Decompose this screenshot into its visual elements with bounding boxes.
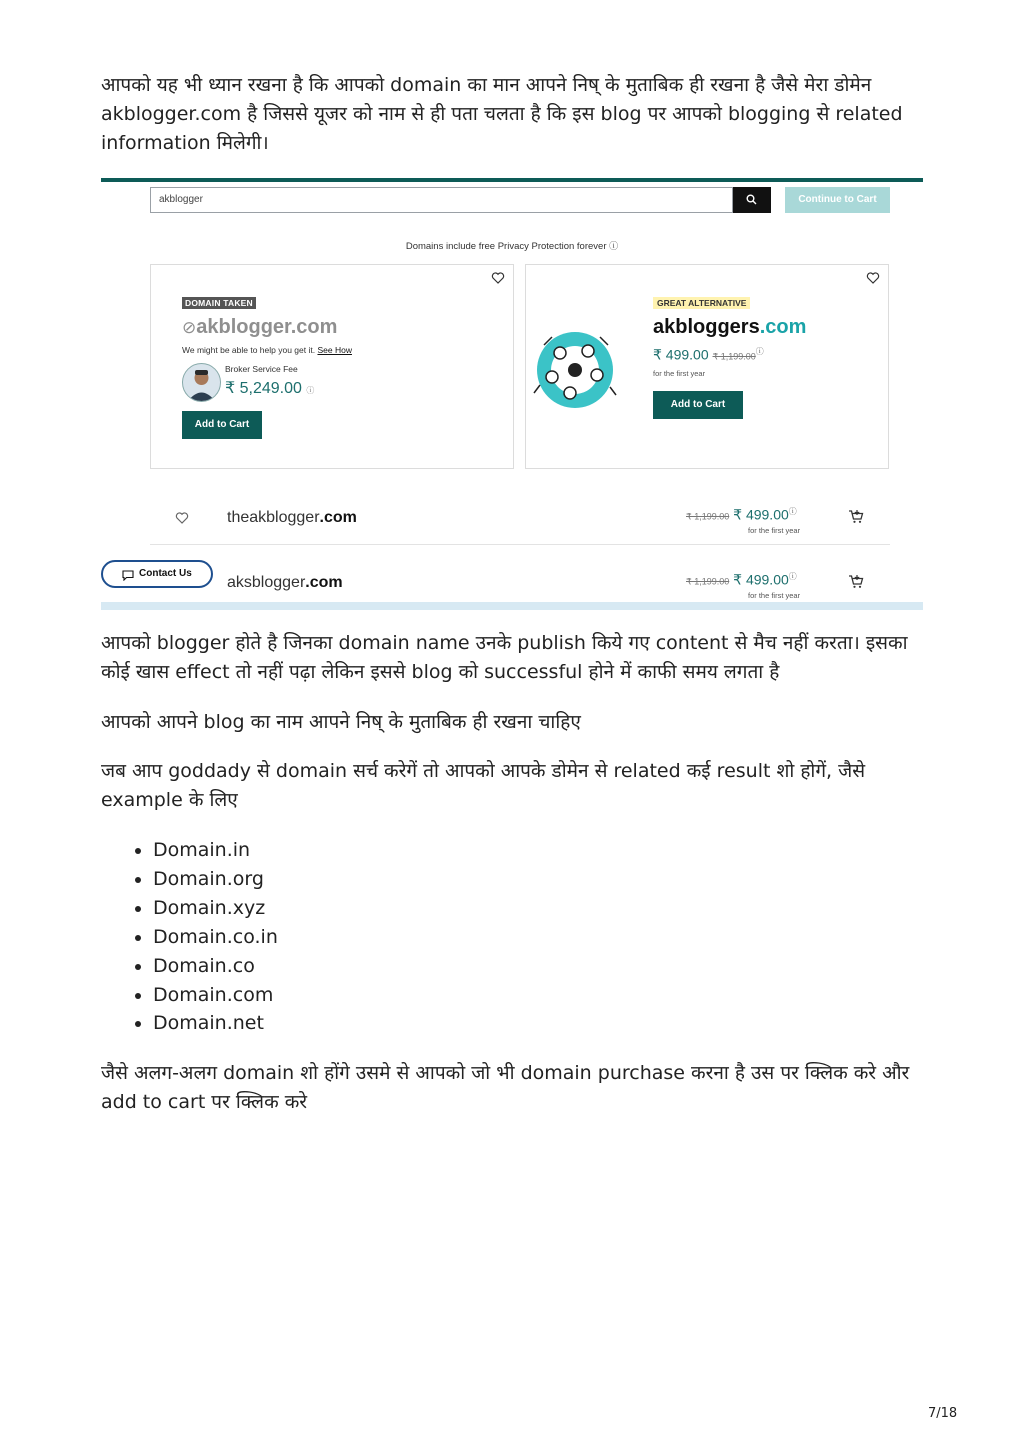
page-number: 7/18 — [928, 1406, 958, 1421]
privacy-note — [101, 239, 923, 252]
taken-note — [182, 345, 352, 355]
taken-domain-text: akblogger.com — [196, 316, 338, 338]
people-illustration — [530, 325, 620, 415]
contact-us-button[interactable] — [101, 560, 213, 588]
purchase-instruction-paragraph: जैसे अलग-अलग domain शो होंगे उसमे से आपको जो भी domain purchase करना है उस पर क्लिक करे और add to cart पर क्लिक करे — [101, 1062, 910, 1113]
row-period: for the first year — [748, 591, 801, 600]
chat-icon — [122, 570, 134, 581]
row-domain-name[interactable] — [227, 574, 343, 592]
alternative-price-value: ₹ 499.00 — [653, 346, 709, 363]
alternative-old-price: ₹ 1,199.00 — [712, 351, 756, 362]
screenshot-bottom-strip — [101, 602, 923, 610]
row-domain-base: theakblogger — [227, 509, 320, 526]
row-domain-name[interactable] — [227, 509, 357, 527]
unavailable-icon: ⊘ — [182, 318, 197, 337]
row-price-value: ₹ 499.00 — [733, 506, 789, 523]
add-to-cart-button[interactable]: Add to Cart — [653, 391, 743, 419]
alternative-period: for the first year — [653, 369, 706, 378]
alternative-price — [653, 346, 764, 364]
info-icon: ⓘ — [755, 347, 764, 356]
alternative-domain-tld: .com — [759, 316, 807, 338]
info-icon: ⓘ — [788, 507, 797, 516]
heart-icon[interactable] — [491, 271, 505, 285]
alternative-domain-base: akbloggers — [653, 316, 760, 338]
continue-to-cart-button[interactable]: Continue to Cart — [785, 187, 890, 213]
broker-fee-value: ₹ 5,249.00 — [225, 380, 302, 397]
domain-result-row — [150, 494, 890, 545]
privacy-note-text: Domains include free Privacy Protection forever — [405, 241, 607, 252]
broker-fee-label: Broker Service Fee — [225, 364, 298, 374]
list-item: • Domain.co — [153, 952, 278, 981]
domain-taken-card — [150, 264, 514, 469]
row-old-price: ₹ 1,199.00 — [686, 576, 730, 587]
alternative-domain-name[interactable] — [653, 316, 806, 339]
list-item: • Domain.xyz — [153, 894, 278, 923]
godaddy-search-screenshot — [101, 178, 923, 610]
info-icon: ⓘ — [306, 386, 315, 395]
domain-extension-list — [101, 836, 278, 1038]
list-item: • Domain.co.in — [153, 923, 278, 952]
naming-advice-paragraph: आपको आपने blog का नाम आपने निष् के मुताबिक ही रखना चाहिए — [101, 711, 581, 733]
search-button[interactable] — [733, 187, 771, 213]
row-old-price: ₹ 1,199.00 — [686, 511, 730, 522]
info-icon: ⓘ — [788, 572, 797, 581]
see-how-link[interactable]: See How — [317, 345, 352, 355]
search-icon — [746, 194, 757, 205]
list-item: • Domain.net — [153, 1009, 278, 1038]
broker-avatar — [182, 363, 221, 402]
broker-fee-price — [225, 378, 314, 398]
taken-note-text: We might be able to help you get it. — [182, 345, 316, 355]
list-item: • Domain.com — [153, 981, 278, 1010]
domain-search-input[interactable]: akblogger — [150, 187, 733, 213]
row-domain-tld: .com — [319, 509, 357, 526]
heart-icon[interactable] — [175, 511, 189, 525]
info-icon: ⓘ — [609, 241, 619, 251]
row-price — [686, 571, 797, 589]
contact-us-label: Contact Us — [139, 568, 192, 579]
add-to-cart-icon[interactable] — [848, 509, 864, 524]
add-to-cart-button[interactable]: Add to Cart — [182, 411, 262, 439]
great-alternative-badge: GREAT ALTERNATIVE — [653, 297, 750, 309]
list-item: • Domain.org — [153, 865, 278, 894]
screenshot-top-border — [101, 178, 923, 182]
row-period: for the first year — [748, 526, 801, 535]
add-to-cart-icon[interactable] — [848, 574, 864, 589]
list-item: • Domain.in — [153, 836, 278, 865]
heart-icon[interactable] — [866, 271, 880, 285]
intro-paragraph: आपको यह भी ध्यान रखना है कि आपको domain का मान आपने निष् के मुताबिक ही रखना है जैसे मेरा डोमेन akblogger.com है जिससे यूजर को नाम से ही पता चलता है कि इस blog पर आपको blogging से related information मिलेगी। — [101, 74, 903, 154]
row-domain-tld: .com — [305, 574, 343, 591]
row-price-value: ₹ 499.00 — [733, 571, 789, 588]
blogger-paragraph: आपको blogger होते है जिनका domain name उनके publish किये गए content से मैच नहीं करता। इसका कोई खास effect तो नहीं पढ़ा लेकिन इससे blog को successful होने में काफी समय लगता है — [101, 632, 908, 683]
domain-taken-badge: DOMAIN TAKEN — [182, 297, 256, 309]
row-price — [686, 506, 797, 524]
great-alternative-card — [525, 264, 889, 469]
search-results-paragraph: जब आप goddady से domain सर्च करेगें तो आपको आपके डोमेन से related कई result शो होगें, जैसे example के लिए — [101, 760, 866, 811]
taken-domain-name — [182, 316, 337, 339]
row-domain-base: aksblogger — [227, 574, 306, 591]
